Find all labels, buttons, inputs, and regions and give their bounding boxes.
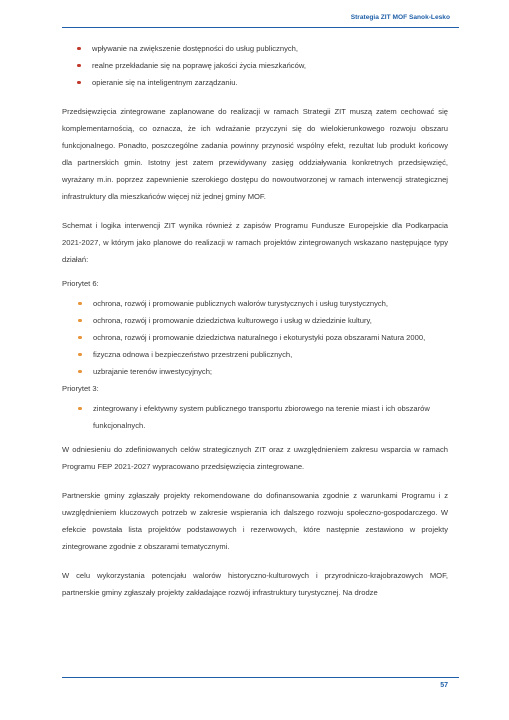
- list-item: ochrona, rozwój i promowanie publicznych walorów turystycznych i usług turystycznych,: [62, 295, 448, 312]
- list-item: opieranie się na inteligentnym zarządzaniu.: [62, 74, 448, 91]
- list-item: uzbrajanie terenów inwestycyjnych;: [62, 363, 448, 380]
- list-item: realne przekładanie się na poprawę jakości życia mieszkańców,: [62, 57, 448, 74]
- paragraph-integrated-projects: W odniesieniu do zdefiniowanych celów strategicznych ZIT oraz z uwzględnieniem zakresu wsparcia w ramach Programu FEP 2021-2027 wypracowano przedsięwzięcia zintegrowane.: [62, 445, 448, 471]
- priority-label: Priorytet 3:: [62, 384, 99, 393]
- list-item: ochrona, rozwój i promowanie dziedzictwa kulturowego i usług w dziedzinie kultury,: [62, 312, 448, 329]
- list-item: wpływanie na zwiększenie dostępności do usług publicznych,: [62, 40, 448, 57]
- list-item: ochrona, rozwój i promowanie dziedzictwa naturalnego i ekoturystyki poza obszarami Natura 2000,: [62, 329, 448, 346]
- bullet-icon: [77, 64, 81, 68]
- bullet-icon: [78, 302, 82, 306]
- bullet-icon: [78, 336, 82, 340]
- page-content: [62, 40, 448, 601]
- priority-label: Priorytet 6:: [62, 279, 99, 288]
- paragraph-partner-municipalities: Partnerskie gminy zgłaszały projekty rekomendowane do dofinansowania zgodnie z warunkami Programu i z uwzględnieniem kluczowych potrzeb w zakresie wspierania ich dalszego rozwoju społeczno-gospodarczego. W efekcie powstała lista projektów podstawowych i rezerwowych, które następnie zestawiono w projekty zintegrowane zgodnie z obszarami tematycznymi.: [62, 491, 448, 551]
- footer-divider: [62, 677, 459, 678]
- header-divider: [62, 27, 459, 28]
- list-item: zintegrowany i efektywny system publicznego transportu zbiorowego na terenie miast i ich obszarów funkcjonalnych.: [62, 400, 448, 434]
- bullet-icon: [78, 353, 82, 357]
- priority-3-list: [62, 400, 448, 434]
- bullet-icon: [78, 407, 82, 411]
- list-item: fizyczna odnowa i bezpieczeństwo przestrzeni publicznych,: [62, 346, 448, 363]
- page-number: 57: [440, 682, 448, 689]
- running-header-title: Strategia ZIT MOF Sanok-Lesko: [350, 14, 450, 21]
- bullet-icon: [78, 370, 82, 374]
- paragraph-intervention-logic: Schemat i logika interwencji ZIT wynika również z zapisów Programu Fundusze Europejskie dla Podkarpacia 2021-2027, w którym jako planowe do realizacji w ramach projektów zintegrowanych wskazano następujące typy działań:: [62, 221, 448, 264]
- priority-6-list: [62, 295, 448, 380]
- bullet-icon: [77, 47, 81, 51]
- intro-bullet-list: [62, 40, 448, 91]
- paragraph-complementarity: Przedsięwzięcia zintegrowane zaplanowane do realizacji w ramach Strategii ZIT muszą zatem cechować się komplementarnością, co oznacza, że ich wdrażanie przyczyni się do wielokierunkowego rozwoju obszaru funkcjonalnego. Ponadto, poszczególne zadania powinny przynosić wspólny efekt, rezultat lub produkt końcowy dla partnerskich gmin. Istotny jest zatem przewidywany zasięg oddziaływania konkretnych przedsięwzięć, wyrażany m.in. poprzez zapewnienie szerokiego dostępu do nowoutworzonej w ramach interwencji strategicznej infrastruktury dla mieszkańców więcej niż jednej gminy MOF.: [62, 107, 448, 201]
- bullet-icon: [77, 81, 81, 85]
- bullet-icon: [78, 319, 82, 323]
- paragraph-tourism-potential: W celu wykorzystania potencjału walorów historyczno-kulturowych i przyrodniczo-krajobrazowych MOF, partnerskie gminy zgłaszały projekty zakładające rozwój infrastruktury turystycznej. Na drodze: [62, 571, 448, 597]
